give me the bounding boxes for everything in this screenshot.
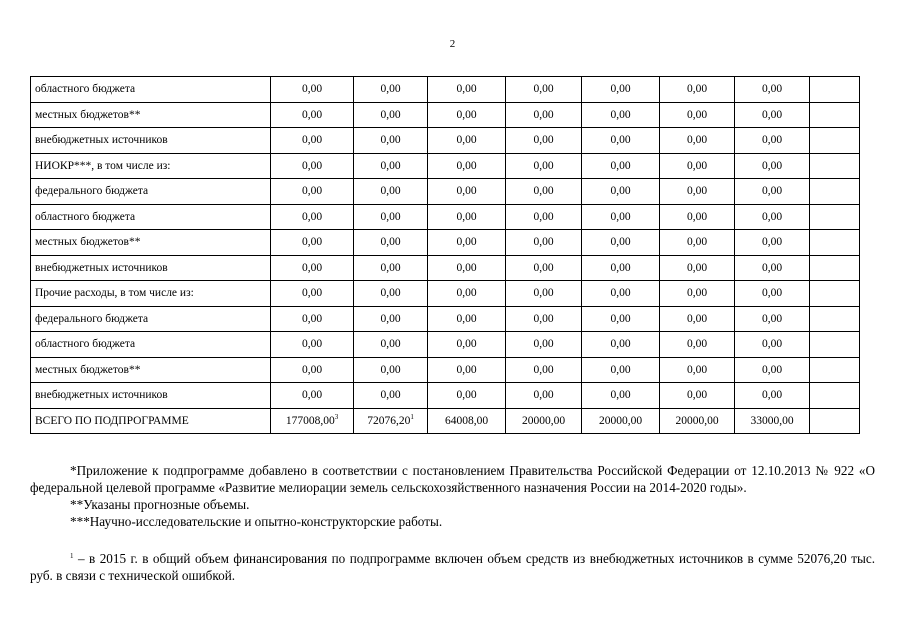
cell-value: 0,00 bbox=[686, 108, 708, 121]
table-cell bbox=[660, 357, 735, 383]
table-cell bbox=[582, 128, 660, 154]
footnote-mark: 1 bbox=[70, 552, 74, 560]
table-cell bbox=[428, 306, 506, 332]
cell-value: 0,00 bbox=[380, 287, 401, 300]
row-label: областного бюджета bbox=[31, 204, 271, 230]
table-cell bbox=[428, 179, 506, 205]
table-cell bbox=[582, 179, 660, 205]
footnote-ref: 1 bbox=[410, 412, 414, 421]
cell-value: 0,00 bbox=[761, 261, 783, 274]
table-cell bbox=[810, 383, 860, 409]
cell-value: 0,00 bbox=[761, 185, 783, 198]
cell-value: 64008,00 bbox=[444, 414, 489, 427]
cell-value: 0,00 bbox=[610, 83, 631, 96]
cell-value: 0,00 bbox=[533, 210, 554, 223]
cell-value: 177008,00 bbox=[285, 414, 335, 427]
table-row bbox=[31, 204, 860, 230]
table-cell bbox=[735, 153, 810, 179]
row-label: ВСЕГО ПО ПОДПРОГРАММЕ bbox=[31, 408, 271, 434]
cell-value: 0,00 bbox=[301, 236, 323, 249]
table-row bbox=[31, 383, 860, 409]
table-cell bbox=[506, 77, 582, 103]
table-row bbox=[31, 306, 860, 332]
table-cell bbox=[428, 128, 506, 154]
cell-value: 0,00 bbox=[686, 83, 708, 96]
table-row bbox=[31, 332, 860, 358]
table-cell bbox=[271, 102, 354, 128]
table-cell bbox=[735, 281, 810, 307]
cell-value: 0,00 bbox=[610, 261, 631, 274]
cell-value: 0,00 bbox=[301, 108, 323, 121]
table-cell bbox=[735, 332, 810, 358]
cell-value: 0,00 bbox=[761, 134, 783, 147]
table-row bbox=[31, 102, 860, 128]
table-cell bbox=[428, 204, 506, 230]
table-cell bbox=[354, 77, 428, 103]
table-cell bbox=[354, 332, 428, 358]
table-cell bbox=[506, 332, 582, 358]
table-row bbox=[31, 255, 860, 281]
cell-value: 0,00 bbox=[380, 134, 401, 147]
footnote-ref: 3 bbox=[334, 412, 339, 421]
table-cell bbox=[354, 204, 428, 230]
table-cell bbox=[582, 332, 660, 358]
row-label: федерального бюджета bbox=[31, 179, 271, 205]
cell-value: 0,00 bbox=[533, 389, 554, 402]
row-label: федерального бюджета bbox=[31, 306, 271, 332]
note-niokr: ***Научно-исследовательские и опытно-конструкторские работы. bbox=[70, 514, 443, 529]
cell-value: 20000,00 bbox=[598, 414, 643, 427]
cell-value: 0,00 bbox=[380, 236, 401, 249]
cell-value: 0,00 bbox=[610, 134, 631, 147]
cell-value: 0,00 bbox=[456, 287, 477, 300]
table-cell bbox=[271, 128, 354, 154]
footnote-1 bbox=[30, 550, 875, 584]
table-cell bbox=[354, 357, 428, 383]
cell-value: 0,00 bbox=[301, 312, 323, 325]
table-cell bbox=[582, 255, 660, 281]
cell-value: 0,00 bbox=[686, 236, 708, 249]
table-cell bbox=[810, 77, 860, 103]
cell-value: 0,00 bbox=[761, 210, 783, 223]
table-cell bbox=[271, 77, 354, 103]
table-cell bbox=[506, 102, 582, 128]
cell-value: 0,00 bbox=[610, 338, 631, 351]
table-cell bbox=[271, 408, 354, 434]
table-cell bbox=[506, 179, 582, 205]
cell-value: 0,00 bbox=[456, 261, 477, 274]
cell-value: 0,00 bbox=[380, 312, 401, 325]
table-cell bbox=[582, 281, 660, 307]
cell-value: 0,00 bbox=[380, 185, 401, 198]
cell-value: 0,00 bbox=[610, 287, 631, 300]
table-cell bbox=[428, 383, 506, 409]
table-cell bbox=[428, 230, 506, 256]
row-label: внебюджетных источников bbox=[31, 255, 271, 281]
cell-value: 0,00 bbox=[761, 363, 783, 376]
note-forecast: **Указаны прогнозные объемы. bbox=[70, 497, 250, 512]
table-cell bbox=[810, 408, 860, 434]
table-cell bbox=[582, 306, 660, 332]
table-cell bbox=[735, 128, 810, 154]
table-cell bbox=[506, 204, 582, 230]
table-row-total bbox=[31, 408, 860, 434]
cell-value: 0,00 bbox=[533, 236, 554, 249]
cell-value: 0,00 bbox=[380, 83, 401, 96]
table-cell bbox=[660, 255, 735, 281]
budget-table-body bbox=[31, 77, 860, 434]
cell-value: 0,00 bbox=[380, 363, 401, 376]
cell-value: 0,00 bbox=[761, 159, 783, 172]
cell-value: 0,00 bbox=[301, 389, 323, 402]
table-cell bbox=[271, 204, 354, 230]
note-appendix: *Приложение к подпрограмме добавлено в соответствии с постановлением Правительства Российской Федерации от 12.10.2013 № 922 «О федеральной целевой программе «Развитие мелиорации земель сельскохозяйственного назначения России на 2014-2020 годы». bbox=[30, 463, 875, 495]
cell-value: 0,00 bbox=[533, 159, 554, 172]
table-cell bbox=[660, 332, 735, 358]
table-cell bbox=[735, 179, 810, 205]
cell-value: 0,00 bbox=[686, 287, 708, 300]
cell-value: 0,00 bbox=[686, 134, 708, 147]
table-cell bbox=[660, 153, 735, 179]
table-cell bbox=[271, 281, 354, 307]
cell-value: 0,00 bbox=[533, 108, 554, 121]
cell-value: 0,00 bbox=[610, 210, 631, 223]
table-cell bbox=[271, 332, 354, 358]
table-cell bbox=[354, 102, 428, 128]
cell-value: 0,00 bbox=[761, 83, 783, 96]
table-cell bbox=[735, 383, 810, 409]
cell-value: 0,00 bbox=[380, 159, 401, 172]
row-label: местных бюджетов** bbox=[31, 230, 271, 256]
table-cell bbox=[810, 102, 860, 128]
cell-value: 20000,00 bbox=[521, 414, 566, 427]
table-cell bbox=[810, 332, 860, 358]
table-cell bbox=[810, 204, 860, 230]
table-cell bbox=[810, 153, 860, 179]
cell-value: 0,00 bbox=[301, 338, 323, 351]
table-cell bbox=[354, 230, 428, 256]
table-cell bbox=[582, 383, 660, 409]
table-cell bbox=[354, 281, 428, 307]
cell-value: 0,00 bbox=[761, 287, 783, 300]
cell-value: 0,00 bbox=[610, 236, 631, 249]
table-cell bbox=[660, 383, 735, 409]
table-cell bbox=[582, 153, 660, 179]
table-cell bbox=[428, 102, 506, 128]
cell-value: 0,00 bbox=[301, 210, 323, 223]
table-cell bbox=[735, 357, 810, 383]
table-cell bbox=[810, 281, 860, 307]
cell-value: 0,00 bbox=[301, 159, 323, 172]
table-cell bbox=[735, 306, 810, 332]
table-cell bbox=[506, 230, 582, 256]
cell-value: 0,00 bbox=[380, 389, 401, 402]
cell-value: 72076,20 bbox=[367, 414, 411, 427]
table-cell bbox=[735, 102, 810, 128]
table-cell bbox=[735, 204, 810, 230]
cell-value: 0,00 bbox=[533, 287, 554, 300]
cell-value: 0,00 bbox=[761, 312, 783, 325]
row-label: местных бюджетов** bbox=[31, 102, 271, 128]
row-label: Прочие расходы, в том числе из: bbox=[31, 281, 271, 307]
cell-value: 33000,00 bbox=[750, 414, 794, 427]
table-cell bbox=[271, 153, 354, 179]
table-row bbox=[31, 281, 860, 307]
table-cell bbox=[354, 153, 428, 179]
table-cell bbox=[354, 255, 428, 281]
table-row bbox=[31, 230, 860, 256]
row-label: областного бюджета bbox=[31, 332, 271, 358]
table-cell bbox=[271, 357, 354, 383]
table-cell bbox=[271, 230, 354, 256]
table-cell bbox=[271, 179, 354, 205]
table-cell bbox=[582, 230, 660, 256]
cell-value: 0,00 bbox=[456, 389, 477, 402]
table-cell bbox=[810, 230, 860, 256]
table-cell bbox=[271, 306, 354, 332]
cell-value: 0,00 bbox=[456, 363, 477, 376]
table-cell bbox=[506, 281, 582, 307]
cell-value: 20000,00 bbox=[675, 414, 719, 427]
cell-value: 0,00 bbox=[301, 134, 323, 147]
table-cell bbox=[735, 77, 810, 103]
table-cell bbox=[810, 357, 860, 383]
notes bbox=[30, 462, 875, 584]
cell-value: 0,00 bbox=[686, 363, 708, 376]
table-cell bbox=[660, 204, 735, 230]
cell-value: 0,00 bbox=[380, 108, 401, 121]
table-cell bbox=[810, 128, 860, 154]
table-cell bbox=[506, 383, 582, 409]
cell-value: 0,00 bbox=[686, 159, 708, 172]
cell-value: 0,00 bbox=[456, 312, 477, 325]
cell-value: 0,00 bbox=[686, 210, 708, 223]
table-cell bbox=[582, 408, 660, 434]
cell-value: 0,00 bbox=[610, 108, 631, 121]
table-cell bbox=[582, 204, 660, 230]
table-cell bbox=[428, 255, 506, 281]
table-cell bbox=[271, 383, 354, 409]
table-cell bbox=[354, 179, 428, 205]
cell-value: 0,00 bbox=[533, 338, 554, 351]
cell-value: 0,00 bbox=[456, 134, 477, 147]
table-cell bbox=[428, 357, 506, 383]
cell-value: 0,00 bbox=[533, 261, 554, 274]
table-cell bbox=[660, 281, 735, 307]
row-label: областного бюджета bbox=[31, 77, 271, 103]
cell-value: 0,00 bbox=[456, 338, 477, 351]
cell-value: 0,00 bbox=[301, 261, 323, 274]
table-cell bbox=[660, 102, 735, 128]
cell-value: 0,00 bbox=[610, 312, 631, 325]
table-cell bbox=[660, 306, 735, 332]
budget-table bbox=[30, 76, 860, 434]
row-label: местных бюджетов** bbox=[31, 357, 271, 383]
table-cell bbox=[506, 408, 582, 434]
cell-value: 0,00 bbox=[301, 287, 323, 300]
cell-value: 0,00 bbox=[533, 185, 554, 198]
table-cell bbox=[354, 383, 428, 409]
row-label: внебюджетных источников bbox=[31, 383, 271, 409]
table-cell bbox=[506, 357, 582, 383]
cell-value: 0,00 bbox=[456, 108, 477, 121]
cell-value: 0,00 bbox=[610, 159, 631, 172]
cell-value: 0,00 bbox=[301, 363, 323, 376]
cell-value: 0,00 bbox=[456, 185, 477, 198]
table-cell bbox=[582, 102, 660, 128]
cell-value: 0,00 bbox=[686, 185, 708, 198]
cell-value: 0,00 bbox=[610, 185, 631, 198]
table-cell bbox=[660, 77, 735, 103]
cell-value: 0,00 bbox=[456, 210, 477, 223]
page-number: 2 bbox=[449, 38, 456, 50]
table-cell bbox=[660, 408, 735, 434]
table-cell bbox=[506, 153, 582, 179]
cell-value: 0,00 bbox=[456, 236, 477, 249]
table-cell bbox=[810, 255, 860, 281]
row-label: НИОКР***, в том числе из: bbox=[31, 153, 271, 179]
table-cell bbox=[506, 128, 582, 154]
cell-value: 0,00 bbox=[610, 363, 631, 376]
cell-value: 0,00 bbox=[533, 312, 554, 325]
table-cell bbox=[506, 306, 582, 332]
table-cell bbox=[428, 153, 506, 179]
table-cell bbox=[354, 128, 428, 154]
cell-value: 0,00 bbox=[533, 363, 554, 376]
footnote-text: – в 2015 г. в общий объем финансирования по подпрограмме включен объем средств из внебюджетных источников в сумме 52076,20 тыс. руб. в связи с технической ошибкой. bbox=[30, 551, 875, 583]
cell-value: 0,00 bbox=[301, 185, 323, 198]
table-cell bbox=[271, 255, 354, 281]
table-row bbox=[31, 179, 860, 205]
cell-value: 0,00 bbox=[533, 134, 554, 147]
table-row bbox=[31, 77, 860, 103]
table-cell bbox=[354, 306, 428, 332]
cell-value: 0,00 bbox=[761, 389, 783, 402]
table-cell bbox=[660, 230, 735, 256]
cell-value: 0,00 bbox=[533, 83, 554, 96]
table-cell bbox=[735, 408, 810, 434]
table-row bbox=[31, 357, 860, 383]
table-cell bbox=[735, 230, 810, 256]
table-row bbox=[31, 128, 860, 154]
cell-value: 0,00 bbox=[380, 338, 401, 351]
table-cell bbox=[354, 408, 428, 434]
cell-value: 0,00 bbox=[761, 236, 783, 249]
cell-value: 0,00 bbox=[686, 312, 708, 325]
row-label: внебюджетных источников bbox=[31, 128, 271, 154]
cell-value: 0,00 bbox=[456, 83, 477, 96]
cell-value: 0,00 bbox=[380, 210, 401, 223]
table-cell bbox=[428, 408, 506, 434]
cell-value: 0,00 bbox=[610, 389, 631, 402]
table-row bbox=[31, 153, 860, 179]
cell-value: 0,00 bbox=[686, 338, 708, 351]
cell-value: 0,00 bbox=[456, 159, 477, 172]
table-cell bbox=[428, 332, 506, 358]
table-cell bbox=[735, 255, 810, 281]
table-cell bbox=[660, 128, 735, 154]
table-cell bbox=[428, 281, 506, 307]
table-cell bbox=[810, 179, 860, 205]
table-cell bbox=[506, 255, 582, 281]
table-cell bbox=[582, 357, 660, 383]
table-cell bbox=[428, 77, 506, 103]
cell-value: 0,00 bbox=[380, 261, 401, 274]
table-cell bbox=[582, 77, 660, 103]
cell-value: 0,00 bbox=[686, 261, 708, 274]
table-cell bbox=[660, 179, 735, 205]
table-cell bbox=[810, 306, 860, 332]
cell-value: 0,00 bbox=[301, 83, 323, 96]
cell-value: 0,00 bbox=[686, 389, 708, 402]
cell-value: 0,00 bbox=[761, 338, 783, 351]
cell-value: 0,00 bbox=[761, 108, 783, 121]
